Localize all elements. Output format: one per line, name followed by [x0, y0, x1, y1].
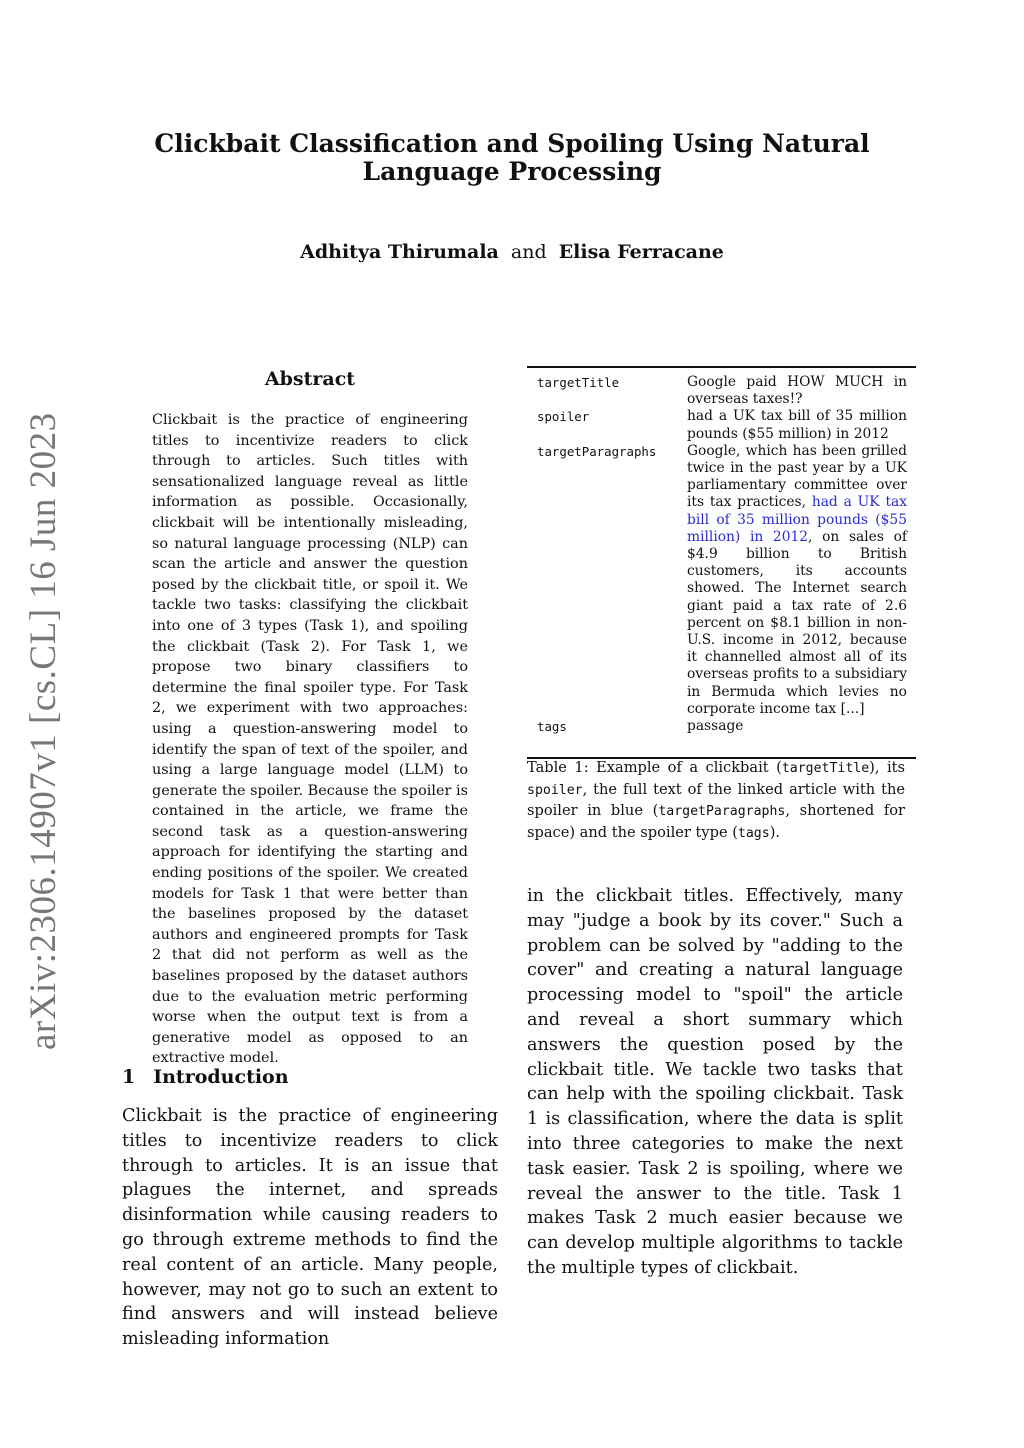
- introduction-text-left: Clickbait is the practice of engineering titles to incentivize readers to click through to articles. It is an issue that plagues the internet, and spreads disinformation while causing readers to go through extreme methods to find the real content of an article. Many people, however, may not go to such an extent to find answers and will instead believe misleading information: [122, 1106, 498, 1350]
- arxiv-identifier: arXiv:2306.14907v1 [cs.CL] 16 Jun 2023: [23, 412, 64, 1050]
- caption-code: spoiler: [527, 782, 583, 798]
- caption-text: ), its: [869, 759, 905, 776]
- paragraph-text: , on sales of $4.9 billion to British customers, its accounts showed. The Internet search giant paid a tax rate of 2.6 percent on $8.1 billion in non-U.S. income in 2012, because it channelled almost all of its overseas profits to a subsidiary in Bermuda which levies no corporate income tax [...]: [687, 528, 907, 717]
- author-name: Adhitya Thirumala: [300, 241, 499, 263]
- paper-title: Clickbait Classification and Spoiling Using Natural Language Processing: [154, 129, 870, 186]
- author-name: Elisa Ferracane: [558, 241, 724, 263]
- author-conjunction: and: [510, 241, 547, 263]
- paragraph-text: Google, which has been grilled twice in the past year by a UK parliamentary committee over its tax practices,: [687, 442, 907, 511]
- caption-text: , shortened for space) and the spoiler type (: [527, 802, 905, 841]
- table-row: [527, 443, 916, 718]
- table-value: had a UK tax bill of 35 million pounds ($55 million) in 2012: [687, 408, 907, 442]
- table-row: [527, 408, 916, 442]
- table-value: [687, 443, 916, 718]
- caption-text: , the full text of the linked article with the spoiler in blue (: [527, 780, 905, 820]
- table-key: spoiler: [537, 409, 590, 425]
- example-table: [527, 366, 916, 759]
- table-row: [527, 718, 916, 735]
- section-number: 1: [122, 1066, 136, 1088]
- table-key: targetParagraphs: [537, 443, 657, 459]
- table-value: Google paid HOW MUCH in overseas taxes!?: [687, 374, 907, 408]
- abstract-heading: Abstract: [264, 368, 356, 390]
- caption-text: ).: [769, 823, 781, 841]
- table-key: tags: [537, 719, 567, 735]
- section-heading: [122, 1066, 289, 1088]
- spoiler-highlight: had a UK tax bill of 35 million pounds ($55 million) in 2012: [687, 494, 907, 545]
- caption-text: Table 1: Example of a clickbait (: [527, 759, 782, 776]
- table-row: [527, 374, 916, 408]
- introduction-text-right: in the clickbait titles. Effectively, many may "judge a book by its cover." Such a problem can be solved by "adding to the cover" and creating a natural language processing model to "spoil" the article and reveal a short summary which answers the question posed by the clickbait title. We tackle two tasks that can help with the spoiling clickbait. Task 1 is classification, where the data is split into three categories to make the next task easier. Task 2 is spoiling, where we reveal the answer to the title. Task 1 makes Task 2 much easier because we can develop multiple algorithms to tackle the multiple types of clickbait.: [527, 886, 903, 1278]
- author-line: [100, 241, 924, 263]
- table-value: passage: [687, 718, 744, 735]
- table-key: targetTitle: [537, 375, 620, 390]
- section-title: Introduction: [153, 1066, 289, 1088]
- caption-code: targetParagraphs: [658, 804, 786, 820]
- table-caption: [527, 758, 905, 844]
- abstract-text: Clickbait is the practice of engineering titles to incentivize readers to click through to articles. Such titles with sensationalized language reveal as little information as possible. Occasionally, clickbait will be intentionally misleading, so natural language processing (NLP) can scan the article and answer the question posed by the clickbait title, or spoil it. We tackle two tasks: classifying the clickbait into one of 3 types (Task 1), and spoiling the clickbait (Task 2). For Task 1, we propose two binary classifiers to determine the final spoiler type. For Task 2, we experiment with two approaches: using a question-answering model to identify the span of text of the spoiler, and using a large language model (LLM) to generate the spoiler. Because the spoiler is contained in the article, we frame the second task as a question-answering approach for identifying the starting and ending positions of the spoiler. We created models for Task 1 that were better than the baselines proposed by the dataset authors and engineered prompts for Task 2 that did not perform as well as the baselines proposed by the dataset authors due to the evaluation metric performing worse when the output text is from a generative model as opposed to an extractive model.: [152, 412, 468, 1067]
- caption-code: tags: [737, 825, 770, 841]
- caption-code: targetTitle: [781, 761, 870, 776]
